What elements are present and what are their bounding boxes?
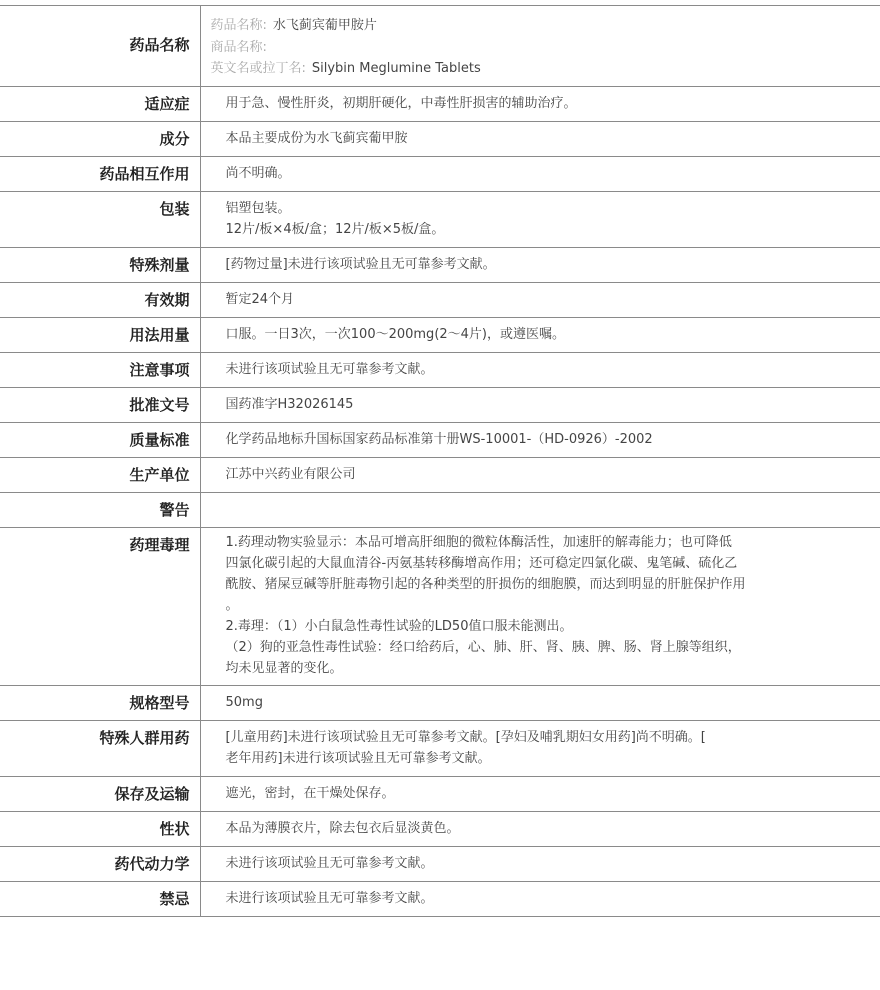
spec-row [0, 317, 880, 352]
row-label: 药代动力学 [0, 846, 200, 881]
generic-name-key: 药品名称: [210, 18, 267, 33]
row-value [200, 527, 880, 685]
spec-row [0, 720, 880, 776]
value-line: 本品为薄膜衣片，除去包衣后显淡黄色。 [225, 820, 460, 836]
row-label: 禁忌 [0, 881, 200, 916]
row-label: 批准文号 [0, 387, 200, 422]
spec-row [0, 492, 880, 527]
value-line: 1.药理动物实验显示：本品可增高肝细胞的微粒体酶活性，加速肝的解毒能力；也可降低 [225, 534, 732, 550]
row-value [200, 191, 880, 247]
row-value [200, 156, 880, 191]
row-label: 注意事项 [0, 352, 200, 387]
row-value [200, 387, 880, 422]
drug-spec-table [0, 5, 880, 917]
spec-row [0, 776, 880, 811]
generic-name-line [211, 15, 880, 37]
row-label: 用法用量 [0, 317, 200, 352]
value-line: 未进行该项试验且无可靠参考文献。 [225, 855, 434, 871]
row-value [200, 685, 880, 720]
value-line: 四氯化碳引起的大鼠血清谷-丙氨基转移酶增高作用；还可稳定四氯化碳、鬼笔碱、硫化乙 [225, 555, 738, 571]
value-line: 2.毒理：（1）小白鼠急性毒性试验的LD50值口服未能测出。 [225, 618, 573, 634]
spec-row [0, 846, 880, 881]
row-value [200, 282, 880, 317]
spec-row [0, 457, 880, 492]
english-name-value: Silybin Meglumine Tablets [311, 61, 481, 76]
spec-row [0, 86, 880, 121]
spec-row [0, 881, 880, 916]
row-value [200, 881, 880, 916]
row-value [200, 776, 880, 811]
value-line [226, 499, 791, 520]
spec-row [0, 387, 880, 422]
row-value [200, 457, 880, 492]
spec-row [0, 527, 880, 685]
value-line: 未进行该项试验且无可靠参考文献。 [225, 361, 434, 377]
drug-name-row [0, 6, 880, 87]
row-value [200, 422, 880, 457]
drug-name-cell [200, 6, 880, 87]
row-value [200, 352, 880, 387]
value-line: 均未见显著的变化。 [225, 660, 343, 676]
spec-row [0, 352, 880, 387]
row-label: 警告 [0, 492, 200, 527]
row-label: 规格型号 [0, 685, 200, 720]
english-name-line [211, 58, 880, 80]
row-value [200, 121, 880, 156]
row-label: 特殊人群用药 [0, 720, 200, 776]
row-label: 生产单位 [0, 457, 200, 492]
spec-row [0, 121, 880, 156]
row-label: 有效期 [0, 282, 200, 317]
row-label: 质量标准 [0, 422, 200, 457]
value-line: 铝塑包装。 [225, 200, 291, 216]
row-label: 适应症 [0, 86, 200, 121]
value-line: 老年用药]未进行该项试验且无可靠参考文献。 [225, 750, 491, 766]
row-label: 保存及运输 [0, 776, 200, 811]
value-line: [儿童用药]未进行该项试验且无可靠参考文献。[孕妇及哺乳期妇女用药]尚不明确。[ [225, 729, 706, 745]
value-line: 遮光，密封，在干燥处保存。 [225, 785, 395, 801]
value-line: 口服。一日3次，一次100～200mg(2～4片)，或遵医嘱。 [225, 326, 565, 342]
generic-name-value: 水飞蓟宾葡甲胺片 [272, 18, 377, 33]
spec-row [0, 247, 880, 282]
row-label: 特殊剂量 [0, 247, 200, 282]
value-line: 国药准字H32026145 [225, 396, 354, 412]
value-line: 酰胺、猪屎豆碱等肝脏毒物引起的各种类型的肝损伤的细胞膜，而达到明显的肝脏保护作用 [225, 576, 746, 592]
row-value [200, 86, 880, 121]
spec-row [0, 156, 880, 191]
spec-row [0, 282, 880, 317]
row-value [200, 247, 880, 282]
value-line: 江苏中兴药业有限公司 [225, 466, 356, 482]
value-line: 本品主要成份为水飞蓟宾葡甲胺 [225, 130, 408, 146]
spec-row [0, 685, 880, 720]
value-line: 用于急、慢性肝炎，初期肝硬化，中毒性肝损害的辅助治疗。 [225, 95, 577, 111]
value-line: 50mg [225, 694, 263, 710]
value-line: 化学药品地标升国标国家药品标准第十册WS-10001-（HD-0926）-2002 [225, 431, 653, 447]
row-label: 成分 [0, 121, 200, 156]
trade-name-key: 商品名称: [210, 39, 267, 55]
row-value [200, 720, 880, 776]
spec-row [0, 811, 880, 846]
value-line: 。 [225, 597, 239, 613]
row-label: 性状 [0, 811, 200, 846]
row-value [200, 846, 880, 881]
value-line: 12片/板×4板/盒；12片/板×5板/盒。 [225, 221, 445, 237]
row-label: 药理毒理 [0, 527, 200, 685]
value-line: 尚不明确。 [225, 165, 291, 181]
row-value [200, 811, 880, 846]
row-label: 药品名称 [0, 6, 200, 87]
value-line: 暂定24个月 [225, 291, 295, 307]
value-line: [药物过量]未进行该项试验且无可靠参考文献。 [225, 256, 496, 272]
spec-table-body [0, 6, 880, 917]
spec-row [0, 422, 880, 457]
english-name-key: 英文名或拉丁名: [210, 61, 306, 76]
value-line: 未进行该项试验且无可靠参考文献。 [225, 890, 434, 906]
spec-row [0, 191, 880, 247]
value-line: （2）狗的亚急性毒性试验：经口给药后，心、肺、肝、肾、胰、脾、肠、肾上腺等组织， [225, 639, 741, 655]
row-value [200, 317, 880, 352]
trade-name-line [211, 37, 880, 59]
row-value [200, 492, 880, 527]
row-label: 包装 [0, 191, 200, 247]
row-label: 药品相互作用 [0, 156, 200, 191]
